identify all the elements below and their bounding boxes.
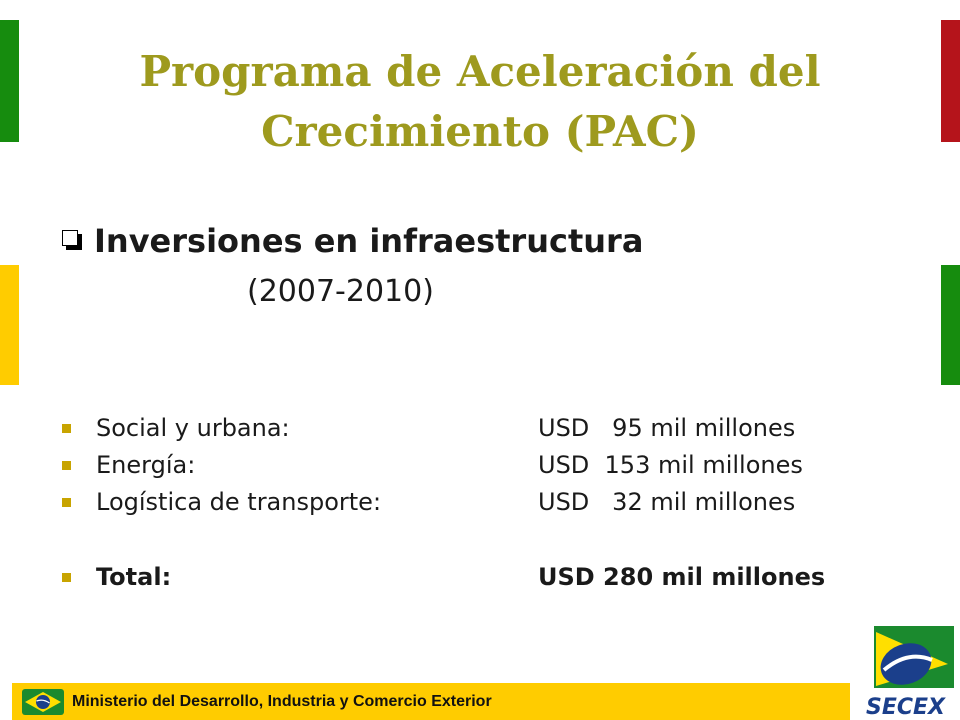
item-value: USD 95 mil millones [538,414,796,442]
slide-title-line-2: Crecimiento (PAC) [261,107,699,156]
slide-title [60,42,900,162]
brazil-flag-icon [22,689,64,715]
green-bar-top-left [0,20,19,142]
section-heading [62,222,643,260]
red-bar-top-right [941,20,960,142]
list-item-total [60,563,826,600]
list-item-logistica [60,488,796,525]
list-item-social [60,414,796,451]
item-value: USD 32 mil millones [538,488,796,516]
yellow-bar-mid-left [0,265,19,385]
secex-logo [862,626,956,720]
item-label: Social y urbana: [96,414,290,442]
list-item-energia [60,451,803,488]
footer-text: Ministerio del Desarrollo, Industria y Comercio Exterior [72,692,492,710]
green-bar-mid-right [941,265,960,385]
years-range: (2007-2010) [247,274,434,309]
square-bullet-icon [62,498,71,507]
total-value: USD 280 mil millones [538,563,826,591]
square-bullet-icon [62,461,71,470]
total-label: Total: [96,563,172,591]
checkbox-square-icon [62,230,84,252]
investment-list [60,414,826,600]
section-heading-text: Inversiones en infraestructura [94,222,644,260]
logo-text: SECEX [866,695,946,720]
square-bullet-icon [62,424,71,433]
item-label: Logística de transporte: [96,488,382,516]
slide-title-line-1: Programa de Aceleración del [139,47,821,96]
footer-bar [12,683,850,720]
square-bullet-icon [62,573,71,582]
item-value: USD 153 mil millones [538,451,803,479]
item-label: Energía: [96,451,196,479]
